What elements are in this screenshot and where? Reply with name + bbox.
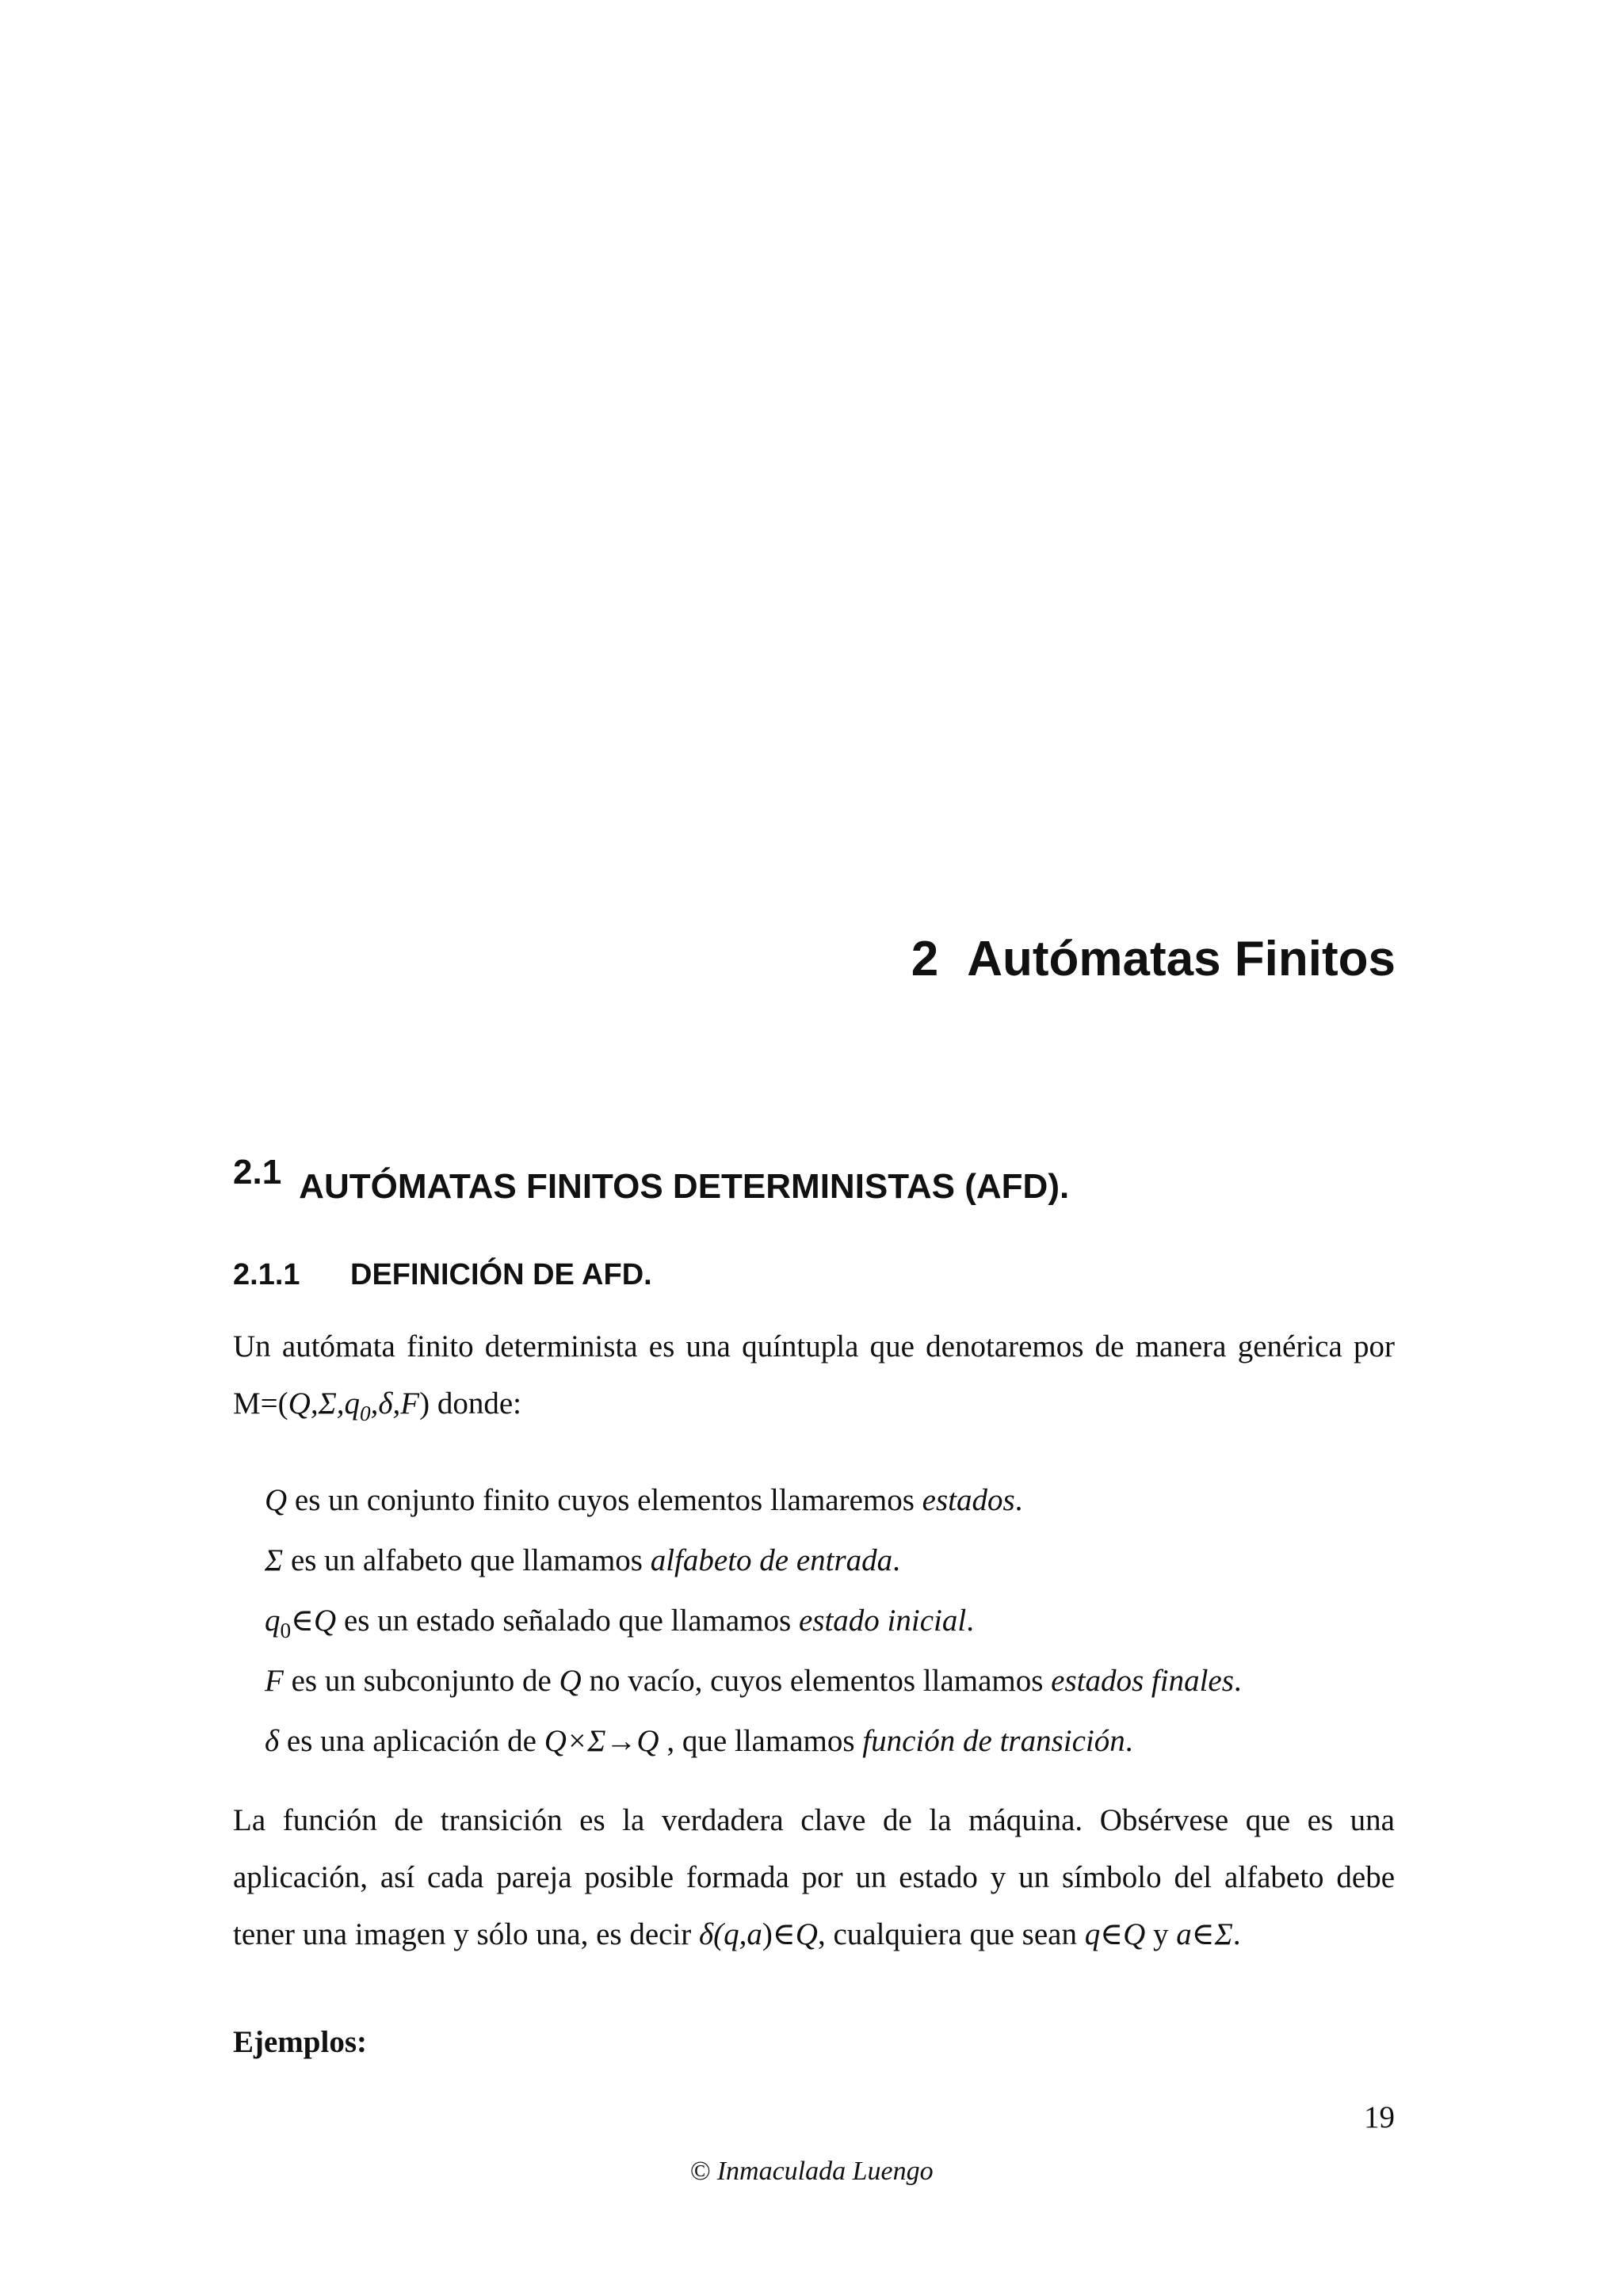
transition-paragraph: La función de transición es la verdadera clave de la máquina. Obsérvese que es una aplicación, así cada pareja posible formada por un estado y un símbolo del alfabeto debe tener una imagen y sólo una, es decir δ(q,a)∈Q, cualquiera que sean q∈Q y a∈Σ. xyxy=(233,1803,1395,1951)
intro-text: Un autómata finito determinista es una quíntupla que denotaremos de manera genérica por M=( xyxy=(233,1329,1395,1421)
definition-item-alphabet: Σ es un alfabeto que llamamos alfabeto de entrada. xyxy=(265,1543,900,1577)
section-name: AUTÓMATAS FINITOS DETERMINISTAS (AFD). xyxy=(299,1167,1070,1206)
intro-paragraph xyxy=(233,1318,1395,1432)
definition-item-states: Q es un conjunto finito cuyos elementos llamaremos estados. xyxy=(265,1483,1023,1517)
definition-item-final-states: F es un subconjunto de Q no vacío, cuyos elementos llamamos estados finales. xyxy=(265,1664,1242,1698)
tuple-expression: $Q,\Sigma,q_0,\delta,F$ xyxy=(288,1386,420,1425)
definition-item-initial-state: $q_0\in Q$ es un estado señalado que llamamos estado inicial. xyxy=(265,1604,974,1642)
subsection-name: DEFINICIÓN DE AFD. xyxy=(350,1258,652,1291)
examples-heading: Ejemplos: xyxy=(233,2025,367,2059)
chapter-title xyxy=(911,931,1396,987)
section-title xyxy=(233,1153,1070,1206)
section-number: 2.1 xyxy=(233,1153,282,1192)
page-number: 19 xyxy=(1364,2100,1395,2134)
subsection-title xyxy=(233,1258,652,1292)
subsection-number: 2.1.1 xyxy=(233,1258,300,1291)
intro-text-end: ) donde: xyxy=(419,1386,522,1421)
chapter-name: Autómatas Finitos xyxy=(967,932,1396,986)
chapter-number: 2 xyxy=(911,932,939,986)
definition-item-transition-function: δ es una aplicación de Q×Σ→Q , que llamamos función de transición. xyxy=(265,1724,1133,1758)
definition-list xyxy=(265,1470,1242,1772)
footer-copyright: © Inmaculada Luengo xyxy=(689,2157,934,2186)
